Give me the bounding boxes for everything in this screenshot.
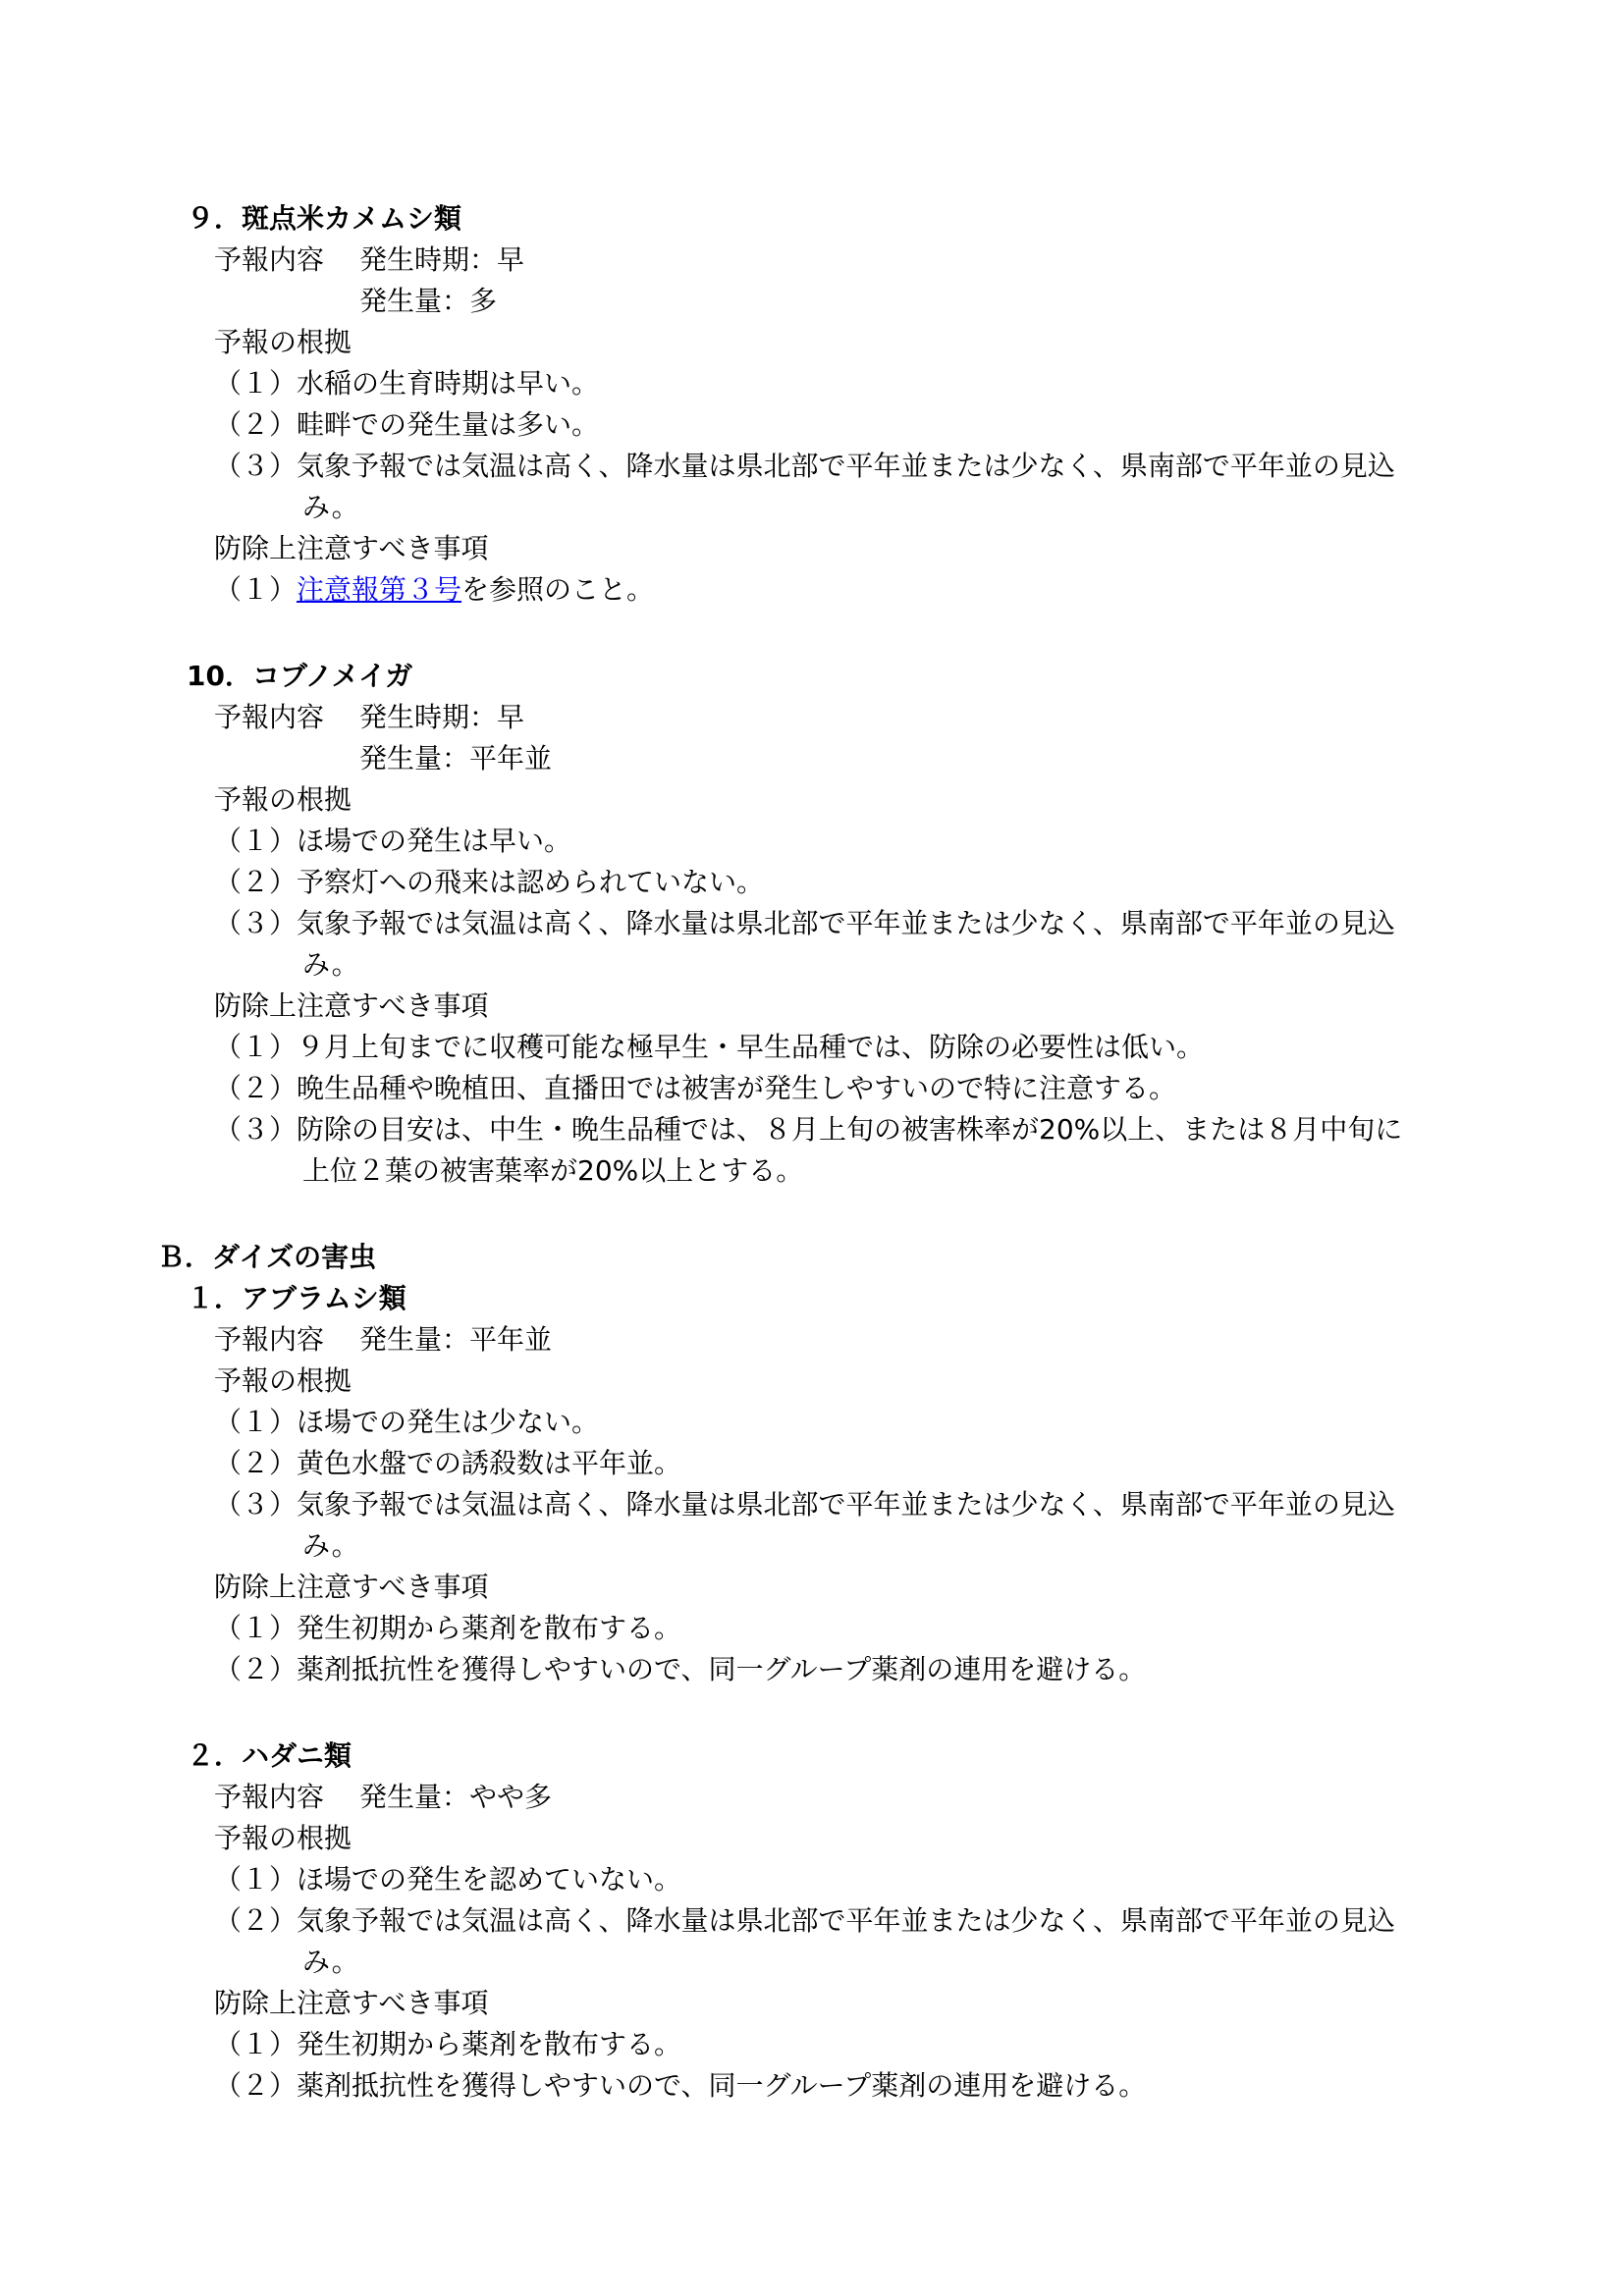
section-9-basis-label: 予報の根拠 — [214, 326, 352, 358]
section-10-control-label: 防除上注意すべき事項 — [214, 989, 489, 1022]
section-b1-amount: 発生量：平年並 — [359, 1323, 553, 1356]
section-9-amount: 発生量：多 — [359, 285, 498, 317]
section-b2-basis-2-cont: み。 — [302, 1946, 359, 1978]
section-9-basis-2: （２）畦畔での発生量は多い。 — [214, 408, 600, 441]
section-9-control-label: 防除上注意すべき事項 — [214, 532, 489, 564]
section-b2-forecast-label: 予報内容 — [214, 1781, 325, 1813]
section-b1-control-1: （１）発生初期から薬剤を散布する。 — [214, 1612, 682, 1644]
section-b2-basis-2: （２）気象予報では気温は高く、降水量は県北部で平年並または少なく、県南部で平年並の見込 — [214, 1904, 1395, 1937]
section-b1-basis-1: （１）ほ場での発生は少ない。 — [214, 1406, 600, 1438]
section-10-basis-3-cont: み。 — [302, 948, 359, 981]
section-9-basis-3-cont: み。 — [302, 491, 359, 523]
section-b2-amount: 発生量：やや多 — [359, 1781, 553, 1813]
section-b1-basis-label: 予報の根拠 — [214, 1364, 352, 1397]
section-b1-control-2: （２）薬剤抵抗性を獲得しやすいので、同一グループ薬剤の連用を避ける。 — [214, 1653, 1147, 1685]
section-9-basis-3: （３）気象予報では気温は高く、降水量は県北部で平年並または少なく、県南部で平年並の見込 — [214, 450, 1395, 482]
section-10-control-3-cont: 上位２葉の被害葉率が20%以上とする。 — [302, 1154, 804, 1187]
section-b2-basis-1: （１）ほ場での発生を認めていない。 — [214, 1863, 682, 1896]
section-10-title: 10．コブノメイガ — [187, 660, 413, 692]
section-9-basis-1: （１）水稲の生育時期は早い。 — [214, 367, 600, 400]
section-10-amount: 発生量：平年並 — [359, 742, 553, 774]
section-10-forecast-label: 予報内容 — [214, 701, 325, 733]
section-10-control-2: （２）晩生品種や晩植田、直播田では被害が発生しやすいので特に注意する。 — [214, 1072, 1177, 1104]
section-10-control-3: （３）防除の目安は、中生・晩生品種では、８月上旬の被害株率が20%以上、または８月中旬に — [214, 1113, 1403, 1146]
section-b1-forecast-label: 予報内容 — [214, 1323, 325, 1356]
section-10-basis-1: （１）ほ場での発生は早い。 — [214, 825, 572, 857]
section-b1-control-label: 防除上注意すべき事項 — [214, 1571, 489, 1603]
section-10-control-1: （１）９月上旬までに収穫可能な極早生・早生品種では、防除の必要性は低い。 — [214, 1031, 1205, 1063]
section-9-control-suffix: を参照のこと。 — [461, 573, 655, 606]
section-b1-basis-2: （２）黄色水盤での誘殺数は平年並。 — [214, 1447, 682, 1479]
section-10-basis-3: （３）気象予報では気温は高く、降水量は県北部で平年並または少なく、県南部で平年並の見込 — [214, 907, 1395, 939]
section-b-title: Ｂ．ダイズの害虫 — [157, 1241, 377, 1273]
section-10-timing: 発生時期：早 — [359, 701, 525, 733]
section-9-timing: 発生時期：早 — [359, 243, 525, 276]
section-b2-control-label: 防除上注意すべき事項 — [214, 1987, 489, 2019]
section-b2-control-2: （２）薬剤抵抗性を獲得しやすいので、同一グループ薬剤の連用を避ける。 — [214, 2069, 1147, 2102]
section-b2-control-1: （１）発生初期から薬剤を散布する。 — [214, 2028, 682, 2060]
section-9-title: ９．斑点米カメムシ類 — [187, 202, 462, 235]
section-9-forecast-label: 予報内容 — [214, 243, 325, 276]
section-9-control-1 — [214, 569, 654, 611]
section-b2-basis-label: 予報の根拠 — [214, 1822, 352, 1854]
section-b1-basis-3-cont: み。 — [302, 1529, 359, 1562]
section-10-basis-label: 予報の根拠 — [214, 783, 352, 816]
section-9-control-prefix: （１） — [214, 573, 298, 606]
advisory-no3-link[interactable]: 注意報第３号 — [297, 573, 462, 606]
section-b1-basis-3: （３）気象予報では気温は高く、降水量は県北部で平年並または少なく、県南部で平年並の見込 — [214, 1488, 1395, 1521]
section-b2-title: ２．ハダニ類 — [187, 1739, 352, 1772]
section-b1-title: １．アブラムシ類 — [187, 1282, 406, 1314]
section-10-basis-2: （２）予察灯への飛来は認められていない。 — [214, 866, 765, 898]
